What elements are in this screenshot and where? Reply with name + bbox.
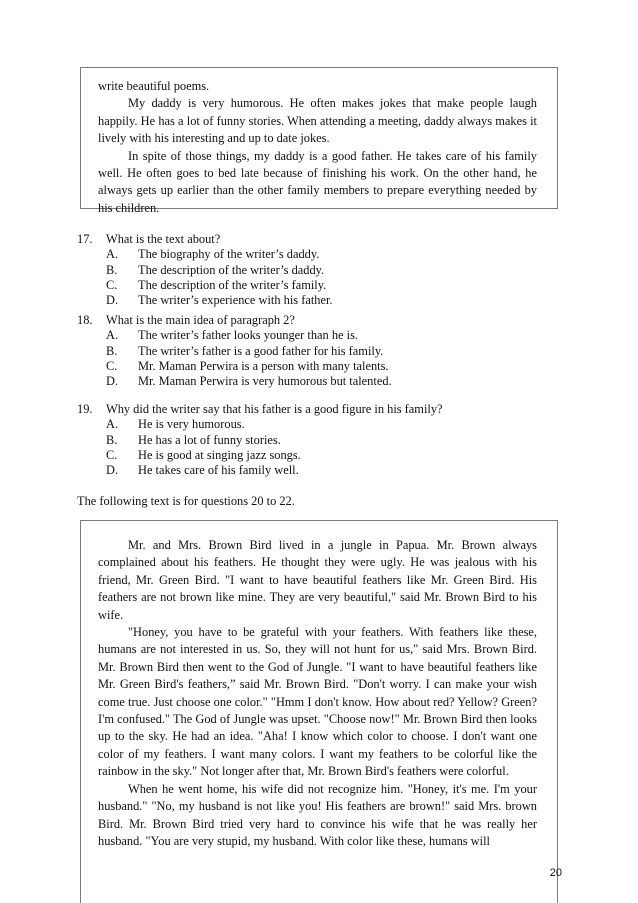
box1-paragraph-2: My daddy is very humorous. He often makes jokes that make people laugh happily. He has a lot of funny stories. When attending a meeting, daddy always makes it lively with his interesting and up to date jokes.	[98, 96, 537, 146]
option-b: B. The description of the writer’s daddy.	[106, 262, 325, 277]
question-17	[77, 232, 333, 308]
option-b: B. The writer’s father is a good father for his family.	[106, 343, 384, 358]
question-text: What is the main idea of paragraph 2?	[106, 313, 295, 327]
question-19	[77, 402, 443, 478]
option-c: C. The description of the writer’s family.	[106, 277, 327, 292]
question-18	[77, 313, 392, 389]
text-box-brown-bird	[80, 520, 558, 903]
option-d: D. The writer’s experience with his father.	[106, 293, 333, 308]
box2-paragraph-3: When he went home, his wife did not recognize him. "Honey, it's me. I'm your husband." "No, my husband is not like you! His feathers are brown!" said Mrs. brown Bird. Mr. Brown Bird tried very hard to convince his wife that he was really her husband. "You are very stupid, my husband. With color like these, humans will	[98, 781, 537, 848]
text-box-father	[80, 67, 558, 215]
option-a: A. The biography of the writer’s daddy.	[106, 247, 320, 262]
option-c: C. Mr. Maman Perwira is a person with many talents.	[106, 358, 389, 373]
box2-paragraph-2: "Honey, you have to be grateful with your feathers. With feathers like these, humans are not interested in us. So, they will not hunt for us," said Mrs. Brown Bird. Mr. Brown Bird then went to the God of Jungle. "I want to have beautiful feathers like Mr. Green Bird's feathers,” said Mr. Brown Bird. "Don't worry. I can make your wish come true. Just choose one color." "Hmm I don't know. How about red? Yellow? Green? I'm confused." The God of Jungle was upset. "Choose now!" Mr. Brown Bird then looks up to the sky. He had an idea. "Aha! I know which color to choose. I don't want one color of my feathers. I want many colors. I want my feathers to be colorful like the rainbow in the sky." Not longer after that, Mr. Brown Bird's feathers were colorful.	[98, 625, 537, 779]
option-b: B. He has a lot of funny stories.	[106, 432, 281, 447]
question-number: 19.	[77, 402, 93, 416]
page-number: 20	[549, 867, 562, 879]
option-a: A. He is very humorous.	[106, 417, 245, 432]
option-c: C. He is good at singing jazz songs.	[106, 447, 301, 462]
question-number: 18.	[77, 313, 93, 327]
question-text: What is the text about?	[106, 232, 221, 246]
box1-paragraph-1: write beautiful poems.	[98, 79, 210, 93]
question-number: 17.	[77, 232, 93, 246]
box1-paragraph-3: In spite of those things, my daddy is a good father. He takes care of his family well. He often goes to bed late because of finishing his work. On the other hand, he always gets up earlier than the other family members to prepare everything needed by his children.	[98, 148, 537, 215]
passage-intro: The following text is for questions 20 to 22.	[77, 494, 295, 508]
option-a: A. The writer’s father looks younger than he is.	[106, 328, 358, 343]
box2-paragraph-1: Mr. and Mrs. Brown Bird lived in a jungle in Papua. Mr. Brown always complained about his feathers. He thought they were ugly. He was jealous with his friend, Mr. Green Bird. "I want to have beautiful feathers like Mr. Green Bird. His feathers are not brown like mine. They are very beautiful," said Mr. Brown Bird to his wife.	[98, 538, 537, 622]
option-d: D. He takes care of his family well.	[106, 463, 299, 478]
question-text: Why did the writer say that his father is a good figure in his family?	[106, 402, 443, 416]
option-d: D. Mr. Maman Perwira is very humorous but talented.	[106, 374, 392, 389]
